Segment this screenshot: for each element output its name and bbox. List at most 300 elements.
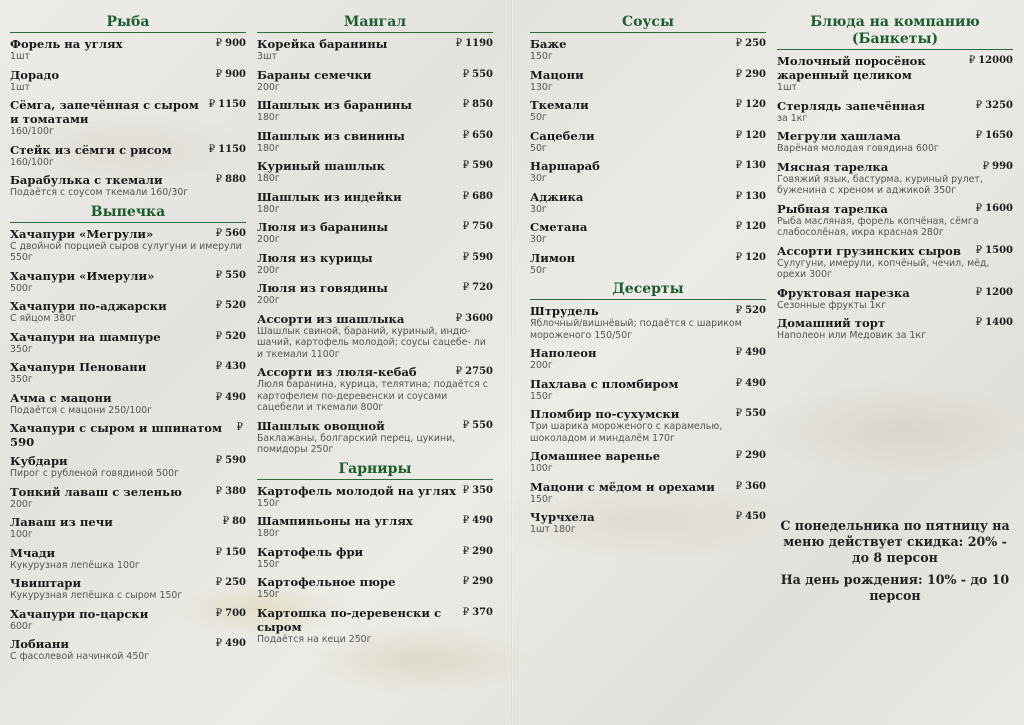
menu-item-description: 130г [530, 81, 553, 93]
price-value: 3600 [465, 312, 493, 324]
menu-item-price [216, 68, 246, 82]
menu-item-name: Стейк из сёмги с рисом [10, 142, 172, 157]
menu-item-price [976, 202, 1013, 216]
price-value: 490 [225, 391, 246, 403]
menu-item-name: Хачапури «Имерули» [10, 268, 155, 283]
price-value: 550 [472, 68, 493, 80]
price-value: 1190 [465, 38, 493, 49]
price-value: 490 [745, 377, 766, 389]
menu-item [530, 304, 766, 341]
menu-item-price [456, 37, 493, 51]
price-value: 290 [472, 576, 493, 587]
menu-item [257, 251, 493, 277]
menu-item-price [463, 98, 493, 112]
menu-item-price [736, 449, 766, 463]
menu-item-price [736, 407, 766, 421]
menu-item-price [969, 54, 1013, 68]
menu-item-price [216, 299, 246, 313]
menu-item-name: Стерлядь запечённая [777, 98, 925, 113]
menu-item [257, 190, 493, 216]
ruble-icon: ₽ [455, 38, 463, 49]
menu-item-description: 1шт [10, 51, 31, 62]
ruble-icon: ₽ [735, 377, 743, 389]
menu-item-name: Лаваш из печи [10, 515, 113, 529]
menu-item-price [736, 480, 766, 494]
ruble-icon: ₽ [215, 227, 223, 239]
ruble-icon: ₽ [975, 99, 983, 111]
ruble-icon: ₽ [735, 450, 743, 461]
section-title: Мангал [257, 14, 493, 33]
menu-item-price [216, 269, 246, 283]
menu-item [10, 37, 246, 63]
menu-item [777, 160, 1013, 197]
menu-item-name: Картошка по-деревенски с сыром [257, 605, 442, 634]
menu-item-price [463, 251, 493, 265]
menu-item-name: Мчади [10, 545, 56, 560]
menu-item-price [456, 365, 493, 379]
menu-item [10, 421, 246, 449]
ruble-icon: ₽ [215, 300, 223, 311]
menu-item-description: 180г [257, 112, 280, 123]
menu-item-name: Наполеон [530, 346, 597, 360]
menu-item [10, 360, 246, 386]
menu-item-description: 600г [10, 620, 33, 632]
ruble-icon: ₽ [975, 202, 983, 214]
menu-item-name: Сметана [530, 220, 588, 234]
menu-item [10, 173, 246, 199]
price-value: 590 [472, 251, 493, 263]
menu-item-price [463, 190, 493, 204]
menu-item-price [216, 576, 246, 590]
menu-item-name: Шашлык из свинины [257, 128, 405, 143]
menu-item [530, 480, 766, 506]
menu-item-description: 50г [530, 264, 547, 276]
price-value: 1600 [985, 202, 1013, 214]
menu-item [777, 202, 1013, 239]
menu-item-description: Люля баранина, курица, телятина; подаётся с картофелем по-деревенски и соусами сацебели и ткемали 800г [257, 379, 488, 413]
menu-item [257, 98, 493, 124]
price-value: 850 [472, 99, 493, 110]
ruble-icon: ₽ [975, 130, 983, 141]
menu-item [10, 269, 246, 295]
price-value: 490 [472, 515, 493, 526]
menu-item-name: Форель на углях [10, 37, 123, 51]
menu-item-description: 150г [257, 558, 280, 570]
menu-item-price [223, 515, 246, 529]
price-value: 590 [225, 455, 246, 466]
price-value: 290 [472, 545, 493, 557]
menu-item [10, 143, 246, 169]
menu-item-name: Ачма с мацони [10, 390, 112, 405]
menu-item-price [983, 160, 1013, 174]
price-value: 490 [225, 638, 246, 649]
ruble-icon: ₽ [735, 68, 743, 80]
menu-item-name: Молочный поросёнок жаренный целиком [777, 54, 926, 82]
menu-item-description: 30г [530, 234, 547, 245]
ruble-icon: ₽ [462, 515, 470, 526]
menu-item [10, 637, 246, 663]
menu-item-name: Аджика [530, 189, 584, 204]
price-value: 720 [472, 282, 493, 293]
price-value: 2750 [465, 366, 493, 377]
menu-item-name: Хачапури с сыром и шпинатом 590 [10, 421, 223, 449]
menu-item-description: 100г [10, 529, 33, 540]
menu-item-price [216, 546, 246, 560]
ruble-icon: ₽ [222, 516, 230, 527]
menu-item-name: Лимон [530, 250, 576, 265]
ruble-icon: ₽ [735, 38, 743, 49]
menu-item-name: Хачапури по-царски [10, 606, 149, 621]
ruble-icon: ₽ [215, 638, 223, 649]
promo-birthday-discount: На день рождения: 10% - до 10 персон [780, 572, 1010, 603]
ruble-icon: ₽ [208, 99, 216, 110]
ruble-icon: ₽ [462, 190, 470, 202]
menu-item [257, 365, 493, 414]
menu-item-name: Сёмга, запечённая с сыром и томатами [10, 98, 199, 126]
price-value: 80 [232, 516, 246, 527]
ruble-icon: ₽ [215, 546, 223, 558]
ruble-icon: ₽ [215, 361, 223, 372]
menu-item-name: Корейка баранины [257, 37, 388, 51]
menu-item-description: Три шарика мороженого с карамелью, шоколадом и миндалём 170г [530, 421, 723, 444]
menu-item [777, 286, 1013, 312]
menu-item-price [463, 575, 493, 589]
price-value: 3250 [985, 99, 1013, 111]
ruble-icon: ₽ [462, 576, 470, 587]
menu-item [530, 190, 766, 216]
menu-item-price [736, 220, 766, 234]
menu-item [257, 484, 493, 510]
menu-item-description: С двойной порцией сыров сулугуни и имерули 550г [10, 240, 242, 263]
menu-item-description: Подаётся с соусом ткемали 160/30г [10, 187, 189, 198]
menu-item-name: Баже [530, 37, 567, 51]
menu-item [257, 312, 493, 361]
price-value: 680 [472, 190, 493, 202]
menu-item-description: 200г [10, 498, 33, 510]
ruble-icon: ₽ [975, 244, 983, 256]
ruble-icon: ₽ [462, 221, 470, 232]
promo-weekday-discount: С понедельника по пятницу на меню действует скидка: 20% - до 8 персон [780, 518, 1010, 565]
price-value: 290 [745, 450, 766, 461]
ruble-icon: ₽ [735, 160, 743, 171]
menu-item [10, 607, 246, 633]
menu-item-price [463, 281, 493, 295]
price-value: 700 [225, 607, 246, 619]
menu-item-description: 180г [257, 142, 280, 154]
price-value: 250 [225, 577, 246, 588]
price-value: 520 [225, 330, 246, 342]
menu-item-price [976, 316, 1013, 330]
price-value: 130 [745, 190, 766, 202]
page-fold [511, 0, 513, 725]
menu-item [10, 576, 246, 602]
menu-item-name: Мясная тарелка [777, 159, 889, 174]
menu-item-name: Мацони с мёдом и орехами [530, 479, 715, 494]
ruble-icon: ₽ [735, 129, 743, 141]
menu-item-description: 150г [530, 51, 553, 62]
price-value: 750 [472, 221, 493, 232]
ruble-icon: ₽ [462, 282, 470, 293]
menu-item-price [216, 485, 246, 499]
column-3 [530, 14, 766, 541]
menu-item [257, 129, 493, 155]
ruble-icon: ₽ [462, 160, 470, 171]
ruble-icon: ₽ [735, 251, 743, 263]
section-title: Десерты [530, 281, 766, 300]
menu-item [10, 227, 246, 264]
menu-item [257, 514, 493, 540]
column-4 [777, 14, 1013, 347]
menu-item [257, 37, 493, 63]
menu-item [257, 545, 493, 571]
menu-item-price [216, 173, 246, 187]
price-value: 120 [745, 221, 766, 232]
price-value: 520 [745, 305, 766, 316]
menu-item-price [216, 607, 246, 621]
price-value: 590 [472, 160, 493, 171]
menu-item-price [736, 346, 766, 360]
price-value: 520 [225, 300, 246, 311]
ruble-icon: ₽ [462, 251, 470, 263]
ruble-icon: ₽ [968, 55, 976, 66]
ruble-icon: ₽ [462, 606, 470, 618]
menu-item-name: Картофельное пюре [257, 575, 396, 589]
ruble-icon: ₽ [462, 419, 470, 431]
menu-item-description: Кукурузная лепёшка 100г [10, 559, 140, 571]
menu-item-price [456, 312, 493, 326]
ruble-icon: ₽ [975, 286, 983, 298]
menu-item-name: Люля из говядины [257, 281, 388, 295]
ruble-icon: ₽ [215, 485, 223, 497]
price-value: 120 [745, 129, 766, 141]
menu-item-description: С яйцом 380г [10, 313, 77, 324]
menu-item [777, 316, 1013, 342]
menu-item-price [736, 98, 766, 112]
menu-item [530, 510, 766, 536]
price-value: 1150 [218, 143, 246, 155]
menu-item-price [209, 98, 246, 112]
menu-item-price [463, 419, 493, 433]
menu-item [777, 54, 1013, 94]
menu-item-description: 30г [530, 173, 547, 184]
menu-item-name: Бараны семечки [257, 67, 372, 82]
menu-item [257, 220, 493, 246]
ruble-icon: ₽ [215, 269, 223, 281]
menu-item [10, 515, 246, 541]
menu-item [530, 98, 766, 124]
menu-item-name: Домашнее варенье [530, 449, 661, 463]
menu-item-name: Шампиньоны на углях [257, 514, 413, 528]
menu-item-description: 1шт [10, 81, 31, 93]
menu-item-price [736, 190, 766, 204]
menu-item-name: Тонкий лаваш с зеленью [10, 484, 182, 499]
menu-item [10, 485, 246, 511]
price-value: 550 [472, 419, 493, 431]
price-value: 370 [472, 606, 493, 618]
section-title: Рыба [10, 14, 246, 33]
column-1 [10, 14, 246, 668]
menu-item-price [463, 68, 493, 82]
price-value: 900 [225, 38, 246, 49]
ruble-icon: ₽ [215, 68, 223, 80]
ruble-icon: ₽ [455, 366, 463, 377]
price-value: 990 [992, 160, 1013, 172]
menu-item [777, 129, 1013, 155]
menu-item-name: Ассорти из шашлыка [257, 311, 405, 326]
menu-item-description: 200г [257, 264, 280, 276]
price-value: 1650 [985, 130, 1013, 141]
menu-item-name: Шашлык из индейки [257, 189, 402, 204]
menu-item [10, 454, 246, 480]
ruble-icon: ₽ [735, 408, 743, 419]
column-2 [257, 14, 493, 650]
menu-item [257, 575, 493, 601]
menu-item-description: Сулугуни, имерули, копчёный, чечил, мёд, орехи 300г [777, 257, 990, 280]
menu-item-name: Пломбир по-сухумски [530, 407, 680, 421]
menu-item-price [216, 227, 246, 241]
menu-item-name: Хачапури «Мегрули» [10, 226, 154, 241]
menu-item [257, 159, 493, 185]
menu-item-name: Куриный шашлык [257, 159, 386, 173]
menu-item-price [216, 637, 246, 651]
menu-item [777, 99, 1013, 125]
menu-item-description: 350г [10, 374, 33, 385]
ruble-icon: ₽ [462, 99, 470, 110]
menu-item [530, 159, 766, 185]
menu-item-name: Шашлык овощной [257, 418, 385, 433]
menu-item-price [463, 159, 493, 173]
menu-item-price [736, 377, 766, 391]
ruble-icon: ₽ [735, 221, 743, 232]
menu-item [530, 129, 766, 155]
menu-item-price [976, 244, 1013, 258]
menu-item [10, 68, 246, 94]
menu-item-description: 350г [10, 343, 33, 355]
price-value: 120 [745, 251, 766, 263]
menu-item-name: Мацони [530, 67, 584, 82]
menu-item [257, 419, 493, 456]
menu-item-price [976, 99, 1013, 113]
menu-item [777, 244, 1013, 281]
price-value: 350 [472, 484, 493, 496]
menu-item-price [463, 606, 493, 620]
ruble-icon: ₽ [455, 312, 463, 324]
menu-item-name: Хачапури по-аджарски [10, 299, 167, 313]
ruble-icon: ₽ [215, 330, 223, 342]
menu-item-description: Шашлык свиной, бараний, куриный, индю- шачий, картофель молодой; соусы сацебе- ли и ткемали 1100г [257, 325, 486, 360]
menu-item-price [216, 391, 246, 405]
menu-item-name: Пахлава с пломбиром [530, 376, 679, 391]
menu-item-price [736, 159, 766, 173]
menu-item [10, 546, 246, 572]
ruble-icon: ₽ [208, 143, 216, 155]
menu-item-price [216, 454, 246, 468]
menu-item-description: 3шт [257, 51, 278, 62]
menu-item-name: Ткемали [530, 98, 589, 112]
menu-item-description: 1шт [777, 82, 798, 93]
menu-item-description: 500г [10, 282, 33, 294]
menu-item-name: Чвиштари [10, 576, 82, 590]
ruble-icon: ₽ [982, 160, 990, 172]
menu-item-description: Наполеон или Медовик за 1кг [777, 330, 927, 341]
ruble-icon: ₽ [462, 484, 470, 496]
menu-item-description: 160/100г [10, 156, 54, 168]
menu-item-price [463, 514, 493, 528]
menu-item-description: Подаётся с мацони 250/100г [10, 404, 153, 416]
menu-item-name: Картофель молодой на углях [257, 483, 457, 498]
menu-item-price [463, 129, 493, 143]
price-value: 1150 [218, 99, 246, 110]
menu-item-name: Сацебели [530, 128, 595, 143]
menu-item-name: Ассорти из люля-кебаб [257, 365, 417, 379]
menu-item-description: С фасолевой начинкой 450г [10, 651, 150, 662]
price-value: 650 [472, 129, 493, 141]
menu-item-description: Пирог с рубленой говядиной 500г [10, 468, 180, 479]
menu-item-name: Лобиани [10, 637, 69, 651]
menu-item-name: Хачапури Пеновани [10, 360, 147, 374]
menu-item-description: 150г [257, 589, 280, 600]
menu-item-description: 50г [530, 112, 547, 123]
menu-item-description: 160/100г [10, 126, 54, 137]
price-value: 12000 [978, 55, 1013, 66]
menu-item-price [209, 143, 246, 157]
price-value: 1500 [985, 244, 1013, 256]
menu-item-name: Дорадо [10, 67, 60, 82]
menu-item-price [463, 484, 493, 498]
price-value: 560 [225, 227, 246, 239]
price-value: 360 [745, 480, 766, 492]
menu-item-name: Штрудель [530, 304, 599, 318]
section-title: Выпечка [10, 204, 246, 223]
ruble-icon: ₽ [215, 174, 223, 185]
ruble-icon: ₽ [735, 99, 743, 110]
menu-item-name: Мегрули хашлама [777, 129, 901, 143]
price-value: 290 [745, 68, 766, 80]
ruble-icon: ₽ [215, 391, 223, 403]
menu-item [530, 220, 766, 246]
menu-item-description: Кукурузная лепёшка с сыром 150г [10, 590, 183, 601]
menu-item-name: Люля из курицы [257, 250, 373, 265]
menu-item-description: 180г [257, 528, 280, 539]
menu-item-description: 200г [257, 234, 280, 245]
menu-item-price [463, 545, 493, 559]
menu-item-description: 200г [530, 360, 553, 371]
menu-item [530, 346, 766, 372]
ruble-icon: ₽ [215, 607, 223, 619]
ruble-icon: ₽ [215, 577, 223, 588]
menu-item-description: Баклажаны, болгарский перец, цукини, помидоры 250г [257, 432, 456, 455]
menu-item-description: Яблочный/вишнёвый; подаётся с шариком мороженого 150/50г [530, 318, 742, 341]
menu-item-price [463, 220, 493, 234]
ruble-icon: ₽ [735, 305, 743, 316]
menu-item-name: Домашний торт [777, 316, 886, 330]
menu-item-description: 200г [257, 81, 280, 93]
menu-item-price [736, 129, 766, 143]
menu-item-name: Ассорти грузинских сыров [777, 243, 961, 258]
menu-item-price [216, 37, 246, 51]
price-value: 880 [225, 174, 246, 185]
menu-item-price [216, 360, 246, 374]
menu-item [530, 407, 766, 444]
ruble-icon: ₽ [462, 545, 470, 557]
menu-item-name: Хачапури на шампуре [10, 329, 161, 344]
ruble-icon: ₽ [735, 190, 743, 202]
menu-item-description: 150г [530, 493, 553, 505]
menu-item-price [976, 129, 1013, 143]
menu-item-description: Говяжий язык, бастурма, куриный рулет, буженина с хреном и аджикой 350г [777, 173, 983, 196]
menu-item-description: 180г [257, 203, 280, 215]
menu-item-description: 200г [257, 295, 280, 306]
